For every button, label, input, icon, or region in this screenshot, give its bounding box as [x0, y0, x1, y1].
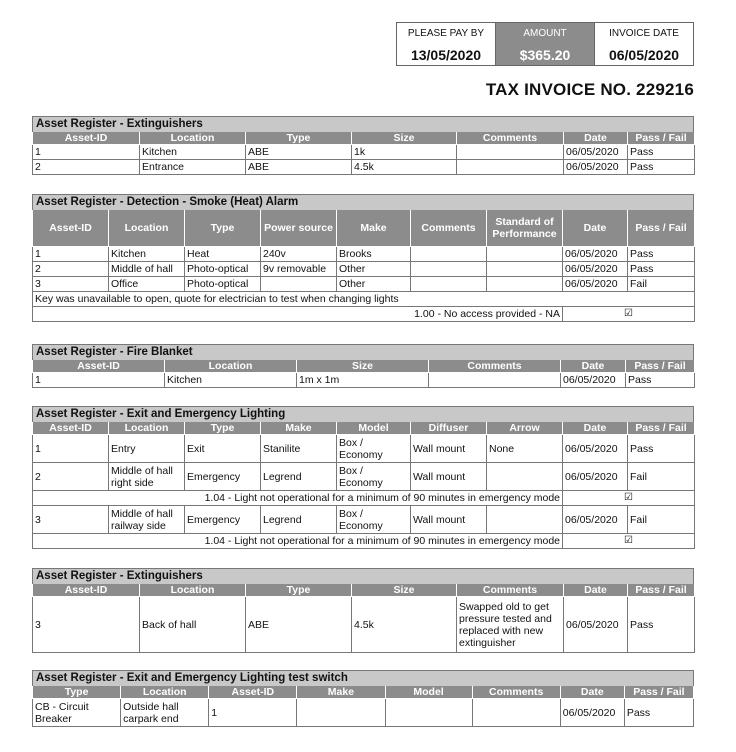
- col-header: Asset-ID: [209, 686, 297, 699]
- cell: 1k: [352, 145, 457, 160]
- cell: [487, 246, 563, 261]
- cell: Box / Economy: [337, 435, 411, 463]
- table-row: [33, 276, 695, 291]
- table-row: [33, 160, 695, 175]
- cell: [297, 699, 385, 727]
- table-header-row: [33, 686, 694, 699]
- emergency-lighting-table: [32, 422, 695, 549]
- cell: ABE: [246, 145, 352, 160]
- cell: 06/05/2020: [563, 506, 628, 534]
- col-header: Asset-ID: [33, 210, 109, 246]
- cell: 06/05/2020: [564, 145, 628, 160]
- col-header: Power source: [261, 210, 337, 246]
- invoice-date-cell: [595, 23, 693, 65]
- col-header: Comments: [429, 360, 561, 373]
- cell: Pass: [628, 435, 695, 463]
- col-header: Comments: [457, 584, 564, 597]
- cell: 06/05/2020: [563, 246, 628, 261]
- cell: Pass: [628, 261, 695, 276]
- section-extinguishers-2: [32, 568, 694, 653]
- defect-text: 1.00 - No access provided - NA: [33, 306, 563, 321]
- col-header: Location: [109, 210, 185, 246]
- col-header: Pass / Fail: [628, 210, 695, 246]
- table-header-row: [33, 210, 695, 246]
- section-title: Asset Register - Detection - Smoke (Heat) Alarm: [32, 194, 694, 210]
- cell: Legrend: [261, 463, 337, 491]
- cell: Emergency: [185, 506, 261, 534]
- table-row: [33, 373, 695, 388]
- cell: [487, 506, 563, 534]
- note-row: [33, 291, 695, 306]
- col-header: Make: [297, 686, 385, 699]
- cell: 9v removable: [261, 261, 337, 276]
- col-header: Type: [33, 686, 121, 699]
- section-title: Asset Register - Fire Blanket: [32, 344, 694, 360]
- invoice-title: TAX INVOICE NO. 229216: [485, 80, 694, 99]
- col-header: Asset-ID: [33, 360, 165, 373]
- cell: Other: [337, 261, 411, 276]
- pay-by-date: 13/05/2020: [410, 47, 482, 63]
- cell: 2: [33, 160, 140, 175]
- col-header: Pass / Fail: [628, 422, 695, 435]
- cell: [261, 276, 337, 291]
- cell: 06/05/2020: [564, 597, 628, 653]
- col-header: Date: [560, 686, 624, 699]
- invoice-date-value: 06/05/2020: [608, 47, 680, 63]
- table-row: [33, 145, 695, 160]
- col-header: Type: [185, 422, 261, 435]
- cell: 1m x 1m: [297, 373, 429, 388]
- extinguishers-table-2: [32, 584, 695, 653]
- cell: [429, 373, 561, 388]
- col-header: Type: [246, 584, 352, 597]
- extinguishers-table: [32, 132, 695, 175]
- section-extinguishers: [32, 116, 694, 175]
- cell: Box / Economy: [337, 463, 411, 491]
- col-header: Location: [140, 132, 246, 145]
- col-header: Model: [337, 422, 411, 435]
- cell: Photo-optical: [185, 261, 261, 276]
- col-header: Comments: [457, 132, 564, 145]
- cell: ABE: [246, 597, 352, 653]
- cell: None: [487, 435, 563, 463]
- section-title: Asset Register - Exit and Emergency Lighting test switch: [32, 670, 694, 686]
- pay-by-cell: [397, 23, 496, 65]
- cell: 1: [33, 145, 140, 160]
- cell: 3: [33, 276, 109, 291]
- section-test-switch: [32, 670, 694, 727]
- cell: [411, 276, 487, 291]
- cell: 1: [33, 246, 109, 261]
- col-header: Size: [352, 132, 457, 145]
- col-header: Location: [109, 422, 185, 435]
- col-header: Asset-ID: [33, 422, 109, 435]
- col-header: Size: [352, 584, 457, 597]
- cell: [457, 160, 564, 175]
- table-row: [33, 435, 695, 463]
- defect-row: [33, 534, 695, 549]
- checkbox-icon: ☑: [563, 534, 695, 549]
- cell: Wall mount: [411, 506, 487, 534]
- section-fire-blanket: [32, 344, 694, 388]
- cell: Wall mount: [411, 463, 487, 491]
- cell: Back of hall: [140, 597, 246, 653]
- payment-summary: [396, 22, 694, 66]
- col-header: Location: [121, 686, 209, 699]
- table-header-row: [33, 360, 695, 373]
- col-header: Make: [261, 422, 337, 435]
- col-header: Date: [564, 132, 628, 145]
- col-header: Pass / Fail: [626, 360, 695, 373]
- checkbox-icon: ☑: [563, 491, 695, 506]
- table-row: [33, 506, 695, 534]
- cell: 06/05/2020: [564, 160, 628, 175]
- table-header-row: [33, 132, 695, 145]
- cell: [457, 145, 564, 160]
- cell: Photo-optical: [185, 276, 261, 291]
- defect-row: [33, 491, 695, 506]
- cell: Brooks: [337, 246, 411, 261]
- col-header: Date: [561, 360, 626, 373]
- section-smoke-alarm: [32, 194, 694, 322]
- col-header: Size: [297, 360, 429, 373]
- cell: Stanilite: [261, 435, 337, 463]
- col-header: Arrow: [487, 422, 563, 435]
- cell: [385, 699, 472, 727]
- cell: Pass: [624, 699, 693, 727]
- cell: 06/05/2020: [563, 463, 628, 491]
- col-header: Location: [165, 360, 297, 373]
- cell: 1: [209, 699, 297, 727]
- cell: 06/05/2020: [563, 261, 628, 276]
- amount-label: AMOUNT: [523, 28, 567, 39]
- table-row: [33, 261, 695, 276]
- section-title: Asset Register - Extinguishers: [32, 116, 694, 132]
- smoke-alarm-table: [32, 210, 695, 322]
- cell: Pass: [628, 597, 695, 653]
- cell: Middle of hall right side: [109, 463, 185, 491]
- cell: Kitchen: [140, 145, 246, 160]
- cell: [487, 463, 563, 491]
- cell: CB - Circuit Breaker: [33, 699, 121, 727]
- table-row: [33, 463, 695, 491]
- table-row: [33, 597, 695, 653]
- cell: Emergency: [185, 463, 261, 491]
- cell: 4.5k: [352, 160, 457, 175]
- cell: [472, 699, 560, 727]
- checkbox-icon: ☑: [563, 306, 695, 321]
- col-header: Pass / Fail: [628, 132, 695, 145]
- cell: Pass: [626, 373, 695, 388]
- cell: Heat: [185, 246, 261, 261]
- cell: 06/05/2020: [563, 435, 628, 463]
- cell: [487, 276, 563, 291]
- pay-by-label: PLEASE PAY BY: [407, 28, 485, 39]
- cell: Other: [337, 276, 411, 291]
- cell: 3: [33, 597, 140, 653]
- col-header: Type: [185, 210, 261, 246]
- cell: [411, 261, 487, 276]
- col-header: Model: [385, 686, 472, 699]
- note-cell: Key was unavailable to open, quote for electrician to test when changing lights: [33, 291, 695, 306]
- cell: ABE: [246, 160, 352, 175]
- table-row: [33, 246, 695, 261]
- cell: Office: [109, 276, 185, 291]
- col-header: Asset-ID: [33, 584, 140, 597]
- cell: Middle of hall: [109, 261, 185, 276]
- cell: 2: [33, 463, 109, 491]
- cell: Box / Economy: [337, 506, 411, 534]
- cell: Exit: [185, 435, 261, 463]
- cell: Kitchen: [109, 246, 185, 261]
- cell: 4.5k: [352, 597, 457, 653]
- cell: 06/05/2020: [560, 699, 624, 727]
- defect-row: [33, 306, 695, 321]
- col-header: Diffuser: [411, 422, 487, 435]
- col-header: Standard of Performance: [487, 210, 563, 246]
- cell: Swapped old to get pressure tested and replaced with new extinguisher: [457, 597, 564, 653]
- cell: Pass: [628, 246, 695, 261]
- defect-text: 1.04 - Light not operational for a minimum of 90 minutes in emergency mode: [33, 491, 563, 506]
- test-switch-table: [32, 686, 694, 727]
- cell: Outside hall carpark end: [121, 699, 209, 727]
- col-header: Location: [140, 584, 246, 597]
- cell: Entrance: [140, 160, 246, 175]
- cell: Entry: [109, 435, 185, 463]
- cell: Fail: [628, 463, 695, 491]
- col-header: Make: [337, 210, 411, 246]
- cell: 06/05/2020: [563, 276, 628, 291]
- col-header: Comments: [472, 686, 560, 699]
- cell: Fail: [628, 276, 695, 291]
- invoice-date-label: INVOICE DATE: [609, 28, 679, 39]
- cell: [487, 261, 563, 276]
- cell: Legrend: [261, 506, 337, 534]
- section-emergency-lighting: [32, 406, 694, 549]
- fire-blanket-table: [32, 360, 695, 388]
- table-header-row: [33, 584, 695, 597]
- cell: Middle of hall railway side: [109, 506, 185, 534]
- col-header: Asset-ID: [33, 132, 140, 145]
- cell: Pass: [628, 160, 695, 175]
- cell: 240v: [261, 246, 337, 261]
- col-header: Comments: [411, 210, 487, 246]
- col-header: Date: [564, 584, 628, 597]
- section-title: Asset Register - Extinguishers: [32, 568, 694, 584]
- cell: Fail: [628, 506, 695, 534]
- col-header: Pass / Fail: [624, 686, 693, 699]
- table-header-row: [33, 422, 695, 435]
- defect-text: 1.04 - Light not operational for a minimum of 90 minutes in emergency mode: [33, 534, 563, 549]
- col-header: Date: [563, 210, 628, 246]
- amount-value: $365.20: [519, 47, 571, 63]
- cell: Wall mount: [411, 435, 487, 463]
- cell: Pass: [628, 145, 695, 160]
- cell: 1: [33, 435, 109, 463]
- cell: 2: [33, 261, 109, 276]
- table-row: [33, 699, 694, 727]
- cell: [411, 246, 487, 261]
- cell: Kitchen: [165, 373, 297, 388]
- col-header: Type: [246, 132, 352, 145]
- cell: 3: [33, 506, 109, 534]
- amount-cell: [496, 23, 595, 65]
- cell: 06/05/2020: [561, 373, 626, 388]
- col-header: Pass / Fail: [628, 584, 695, 597]
- cell: 1: [33, 373, 165, 388]
- section-title: Asset Register - Exit and Emergency Lighting: [32, 406, 694, 422]
- col-header: Date: [563, 422, 628, 435]
